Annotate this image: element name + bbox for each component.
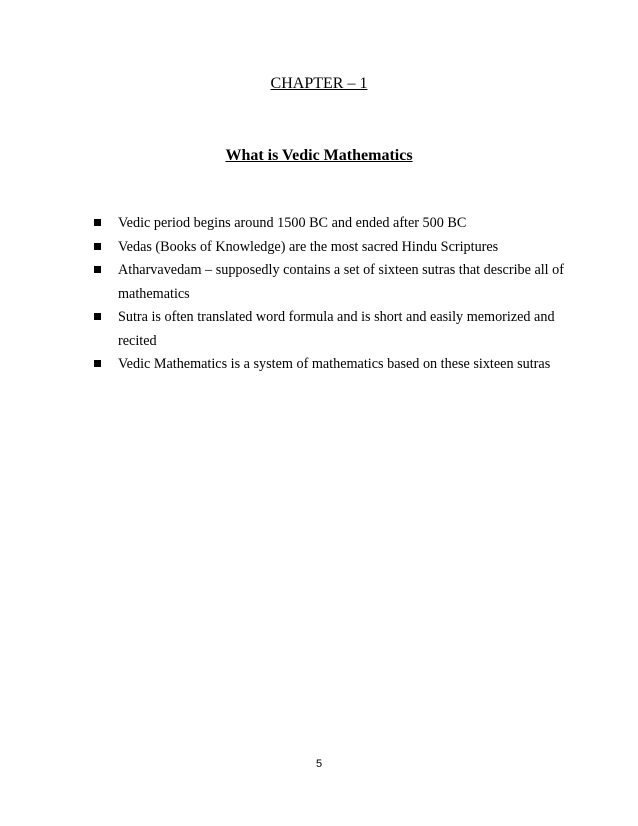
chapter-heading: CHAPTER – 1 <box>270 75 368 92</box>
bullet-text: Sutra is often translated word formula and is short and easily memorized and recited <box>118 309 555 349</box>
square-bullet-icon <box>94 360 101 367</box>
bullet-item <box>94 306 574 353</box>
bullet-item <box>94 212 574 236</box>
bullet-text: Atharvavedam – supposedly contains a set of sixteen sutras that describe all of mathematics <box>118 262 564 302</box>
bullet-item <box>94 353 574 377</box>
bullet-item <box>94 236 574 260</box>
square-bullet-icon <box>94 313 101 320</box>
page-number: 5 <box>315 758 323 770</box>
section-title: What is Vedic Mathematics <box>225 147 413 164</box>
bullet-text: Vedic period begins around 1500 BC and ended after 500 BC <box>118 215 467 231</box>
bullet-text: Vedic Mathematics is a system of mathematics based on these sixteen sutras <box>118 356 551 372</box>
bullet-text: Vedas (Books of Knowledge) are the most sacred Hindu Scriptures <box>118 238 499 255</box>
square-bullet-icon <box>94 243 101 250</box>
square-bullet-icon <box>94 266 101 273</box>
bullet-item <box>94 259 574 306</box>
square-bullet-icon <box>94 219 101 226</box>
bullet-list <box>94 212 574 377</box>
